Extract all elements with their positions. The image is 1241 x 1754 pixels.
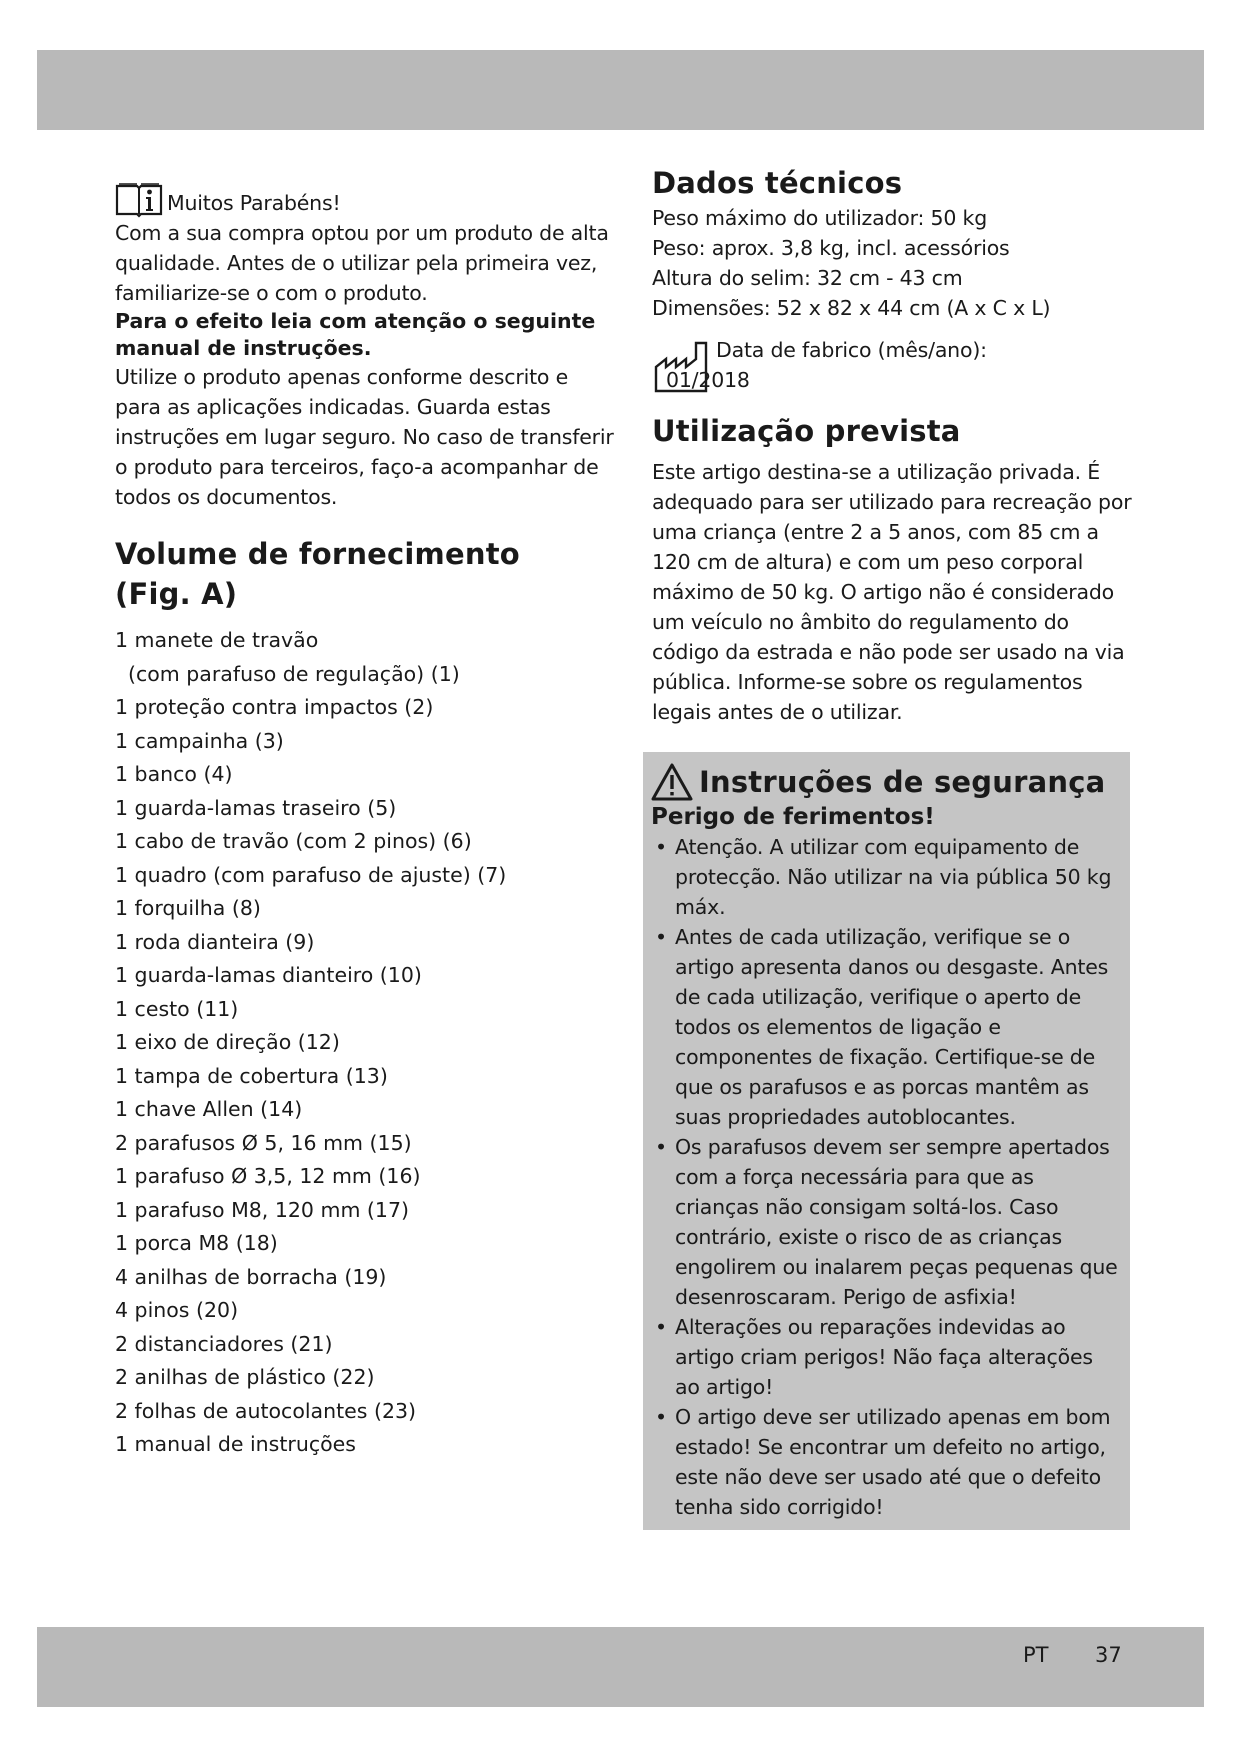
- list-item: 1 cabo de travão (com 2 pinos) (6): [115, 829, 472, 853]
- list-item: 2 distanciadores (21): [115, 1331, 333, 1356]
- safety-subtitle: Perigo de ferimentos!: [651, 804, 935, 830]
- footer-band: [37, 1627, 1204, 1707]
- list-item: 2 parafusos Ø 5, 16 mm (15): [115, 1130, 412, 1155]
- usage-text: Este artigo destina-se a utilização privada. É adequado para ser utilizado para recreação por uma criança (entre 2 a 5 anos, com 85 cm a 120 cm de altura) e com um peso corporal máximo de 50 kg. O artigo não é considerado um veículo no âmbito do regulamento do código da estrada e não pode ser usado na via pública. Informe-se sobre os regulamentos legais antes de o utilizar.: [652, 460, 1132, 724]
- list-item: 1 eixo de direção (12): [115, 1030, 340, 1054]
- list-item: • Antes de cada utilização, verifique se o artigo apresenta danos ou desgaste. Antes de cada utilização, verifique o aperto de todos os elementos de ligação e componentes de fixação. Certifique-se de que os parafusos e as porcas mantêm as suas propriedades autoblocantes.: [651, 922, 1121, 1132]
- info-manual-icon: [115, 180, 163, 218]
- intro-text-1: Com a sua compra optou por um produto de alta qualidade. Antes de o utilizar pela primeira vez, familiarize-se o com o produto.: [115, 221, 609, 305]
- list-item: 4 pinos (20): [115, 1298, 239, 1322]
- tech-title: Dados técnicos: [652, 166, 903, 200]
- tech-line: Dimensões: 52 x 82 x 44 cm (A x C x L): [652, 296, 1051, 320]
- intro-text-2: Utilize o produto apenas conforme descrito e para as aplicações indicadas. Guarda estas instruções em lugar seguro. No caso de transferir o produto para terceiros, faço-a acompanhar de todos os documentos.: [115, 365, 614, 509]
- list-item: 1 quadro (com parafuso de ajuste) (7): [115, 862, 507, 887]
- manufacture-date-label: Data de fabrico (mês/ano):: [716, 338, 987, 362]
- list-item: 1 banco (4): [115, 762, 233, 786]
- list-item: 1 campainha (3): [115, 728, 284, 753]
- safety-box: [643, 752, 1130, 1530]
- list-item: • O artigo deve ser utilizado apenas em bom estado! Se encontrar um defeito no artigo, este não deve ser usado até que o defeito tenha sido corrigido!: [651, 1402, 1121, 1522]
- safety-list: [651, 832, 1121, 1522]
- tech-line: Peso: aprox. 3,8 kg, incl. acessórios: [652, 236, 1010, 260]
- list-item: 1 roda dianteira (9): [115, 929, 315, 954]
- list-item: 1 porca M8 (18): [115, 1231, 278, 1255]
- manufacture-date-value: 01/2018: [666, 368, 750, 392]
- usage-title: Utilização prevista: [652, 414, 961, 448]
- list-item: 2 folhas de autocolantes (23): [115, 1398, 417, 1423]
- list-item: 1 guarda-lamas dianteiro (10): [115, 963, 422, 987]
- list-item: 1 parafuso Ø 3,5, 12 mm (16): [115, 1164, 421, 1188]
- supply-title: Volume de fornecimento (Fig. A): [115, 537, 520, 611]
- list-item: 1 cesto (11): [115, 996, 239, 1021]
- left-column: [115, 180, 615, 1462]
- list-item: 1 manete de travão: [115, 628, 319, 652]
- list-item: 2 anilhas de plástico (22): [115, 1365, 375, 1389]
- page-number: 37: [1095, 1643, 1122, 1667]
- list-item: 4 anilhas de borracha (19): [115, 1264, 387, 1289]
- right-column: [652, 163, 1132, 727]
- intro-heading-line: [115, 180, 615, 218]
- safety-title: Instruções de segurança: [699, 765, 1106, 799]
- header-band: [37, 50, 1204, 130]
- intro-bold: Para o efeito leia com atenção o seguinte manual de instruções.: [115, 309, 596, 360]
- list-item: 1 parafuso M8, 120 mm (17): [115, 1197, 410, 1222]
- safety-title-line: [651, 762, 1121, 802]
- list-item: • Alterações ou reparações indevidas ao artigo criam perigos! Não faça alterações ao artigo!: [651, 1312, 1121, 1402]
- warning-triangle-icon: [651, 762, 693, 802]
- list-item: 1 chave Allen (14): [115, 1097, 303, 1121]
- list-item: • Atenção. A utilizar com equipamento de protecção. Não utilizar na via pública 50 kg máx.: [651, 832, 1121, 922]
- manufacture-date: [652, 335, 1132, 395]
- list-item: 1 proteção contra impactos (2): [115, 695, 434, 719]
- tech-line: Altura do selim: 32 cm - 43 cm: [652, 266, 963, 290]
- footer-language: PT: [1023, 1643, 1049, 1667]
- list-item: 1 forquilha (8): [115, 896, 261, 920]
- list-item: • Os parafusos devem ser sempre apertados com a força necessária para que as crianças não consigam soltá-los. Caso contrário, existe o risco de as crianças engolirem ou inalarem peças pequenas que desenroscaram. Perigo de asfixia!: [651, 1132, 1121, 1312]
- list-item: 1 tampa de cobertura (13): [115, 1063, 388, 1088]
- list-item: 1 guarda-lamas traseiro (5): [115, 795, 397, 820]
- supply-list: [115, 624, 615, 1462]
- intro-heading: Muitos Parabéns!: [167, 191, 341, 215]
- tech-line: Peso máximo do utilizador: 50 kg: [652, 206, 988, 230]
- list-item: 1 manual de instruções: [115, 1432, 356, 1456]
- list-item: (com parafuso de regulação) (1): [128, 661, 460, 686]
